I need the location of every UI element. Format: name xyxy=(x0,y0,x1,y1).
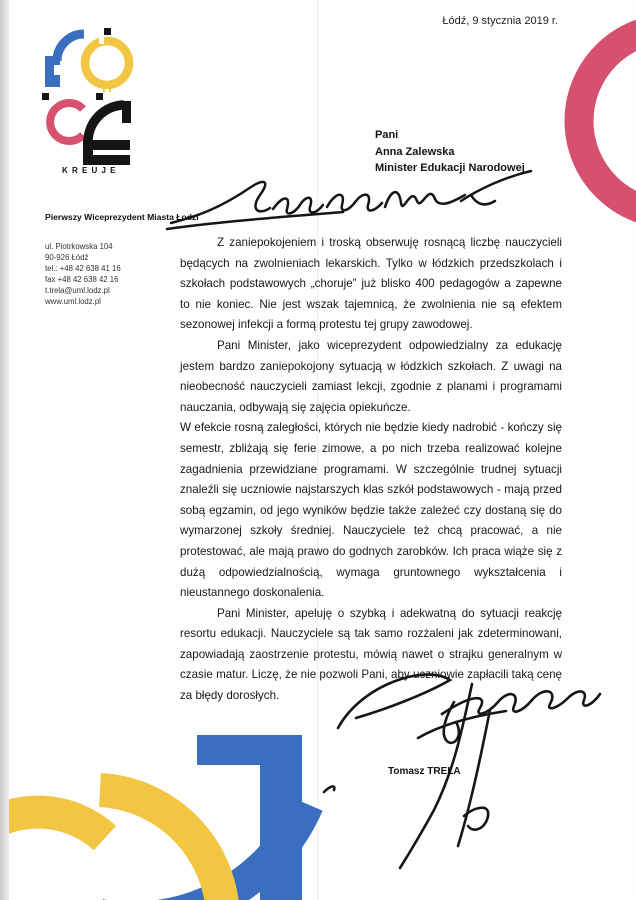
address-line-tel: tel.: +48 42 638 41 16 xyxy=(45,264,121,273)
recipient-salutation: Pani xyxy=(375,129,399,141)
paragraph-3: W efekcie rosną zaległości, których nie będzie kiedy nadrobić - kończy się semestr, zbliżają się ferie zimowe, a po nich trzeba realizować kolejne zagadnienia przewidziane programami. W szczególnie trudnej sytuacji znaleźli się uczniowie najstarszych klas szkół podstawowych - mają przed sobą egzamin, od jego wyników będzie także zależeć czy dostaną się do wymarzonej szkoły średniej. Nauczyciele też chcą pracować, a nie protestować, ale mają prawo do godnych zarobków. Ich praca wiąże się z dużą odpowiedzialnością, wymaga gruntownego wykształcenia i nieustannego doskonalenia. xyxy=(180,421,562,600)
address-line-fax: fax +48 42 638 42 16 xyxy=(45,275,119,284)
handwritten-signature xyxy=(322,650,607,880)
address-line-email: t.trela@uml.lodz.pl xyxy=(45,286,110,295)
address-line-web: www.uml.lodz.pl xyxy=(45,297,101,306)
handwritten-salutation xyxy=(165,165,540,237)
logo-kreuje-label: KREUJE xyxy=(62,166,120,175)
red-ring-decoration-icon xyxy=(556,0,636,235)
date-line: Łódź, 9 stycznia 2019 r. xyxy=(442,15,558,27)
lodz-city-logo-icon xyxy=(36,27,136,179)
letter-body xyxy=(180,233,562,707)
sender-title: Pierwszy Wiceprezydent Miasta Łodzi xyxy=(45,212,199,222)
signature-name: Tomasz TRELA xyxy=(388,766,461,777)
paragraph-4: Pani Minister, apeluję o szybką i adekwatną do sytuacji reakcję resortu edukacji. Nauczyciele są tak samo rozżaleni jak zdeterminowani, zapowiadają zaostrzenie protestu, mówią nawet o strajku generalnym w czasie matur. Liczę, że nie pozwoli Pani, aby uczniowie zapłacili taką cenę za błędy dorosłych. xyxy=(180,606,562,703)
recipient-role: Minister Edukacji Narodowej xyxy=(375,162,525,174)
address-line-street: ul. Piotrkowska 104 xyxy=(45,242,113,251)
scan-edge-shadow xyxy=(0,0,9,900)
paragraph-2: Pani Minister, jako wiceprezydent odpowiedzialny za edukację jestem bardzo zaniepokojony sytuacją w łódzkich szkołach. Z uwagi na nieobecność nauczycieli zamiast lekcji, zgodnie z planami i programami nauczania, odbywają się zajęcia opiekuńcze. xyxy=(180,338,562,414)
recipient-name: Anna Zalewska xyxy=(375,145,455,158)
sender-address-block xyxy=(45,241,121,307)
paragraph-1: Z zaniepokojeniem i troską obserwuję rosnącą liczbę nauczycieli będących na zwolnieniach lekarskich. Tylko w łódzkich przedszkolach i szkołach podstawowych „choruje” już blisko 400 pedagogów a zapewne to nie koniec. Nie jest wszak tajemnicą, że zwolnienia nie są efektem sezonowej infekcji a formą protestu tej grupy zawodowej. xyxy=(180,236,562,332)
bottom-watermark-graphic xyxy=(0,718,345,900)
address-line-city: 90-926 Łódź xyxy=(45,253,89,262)
